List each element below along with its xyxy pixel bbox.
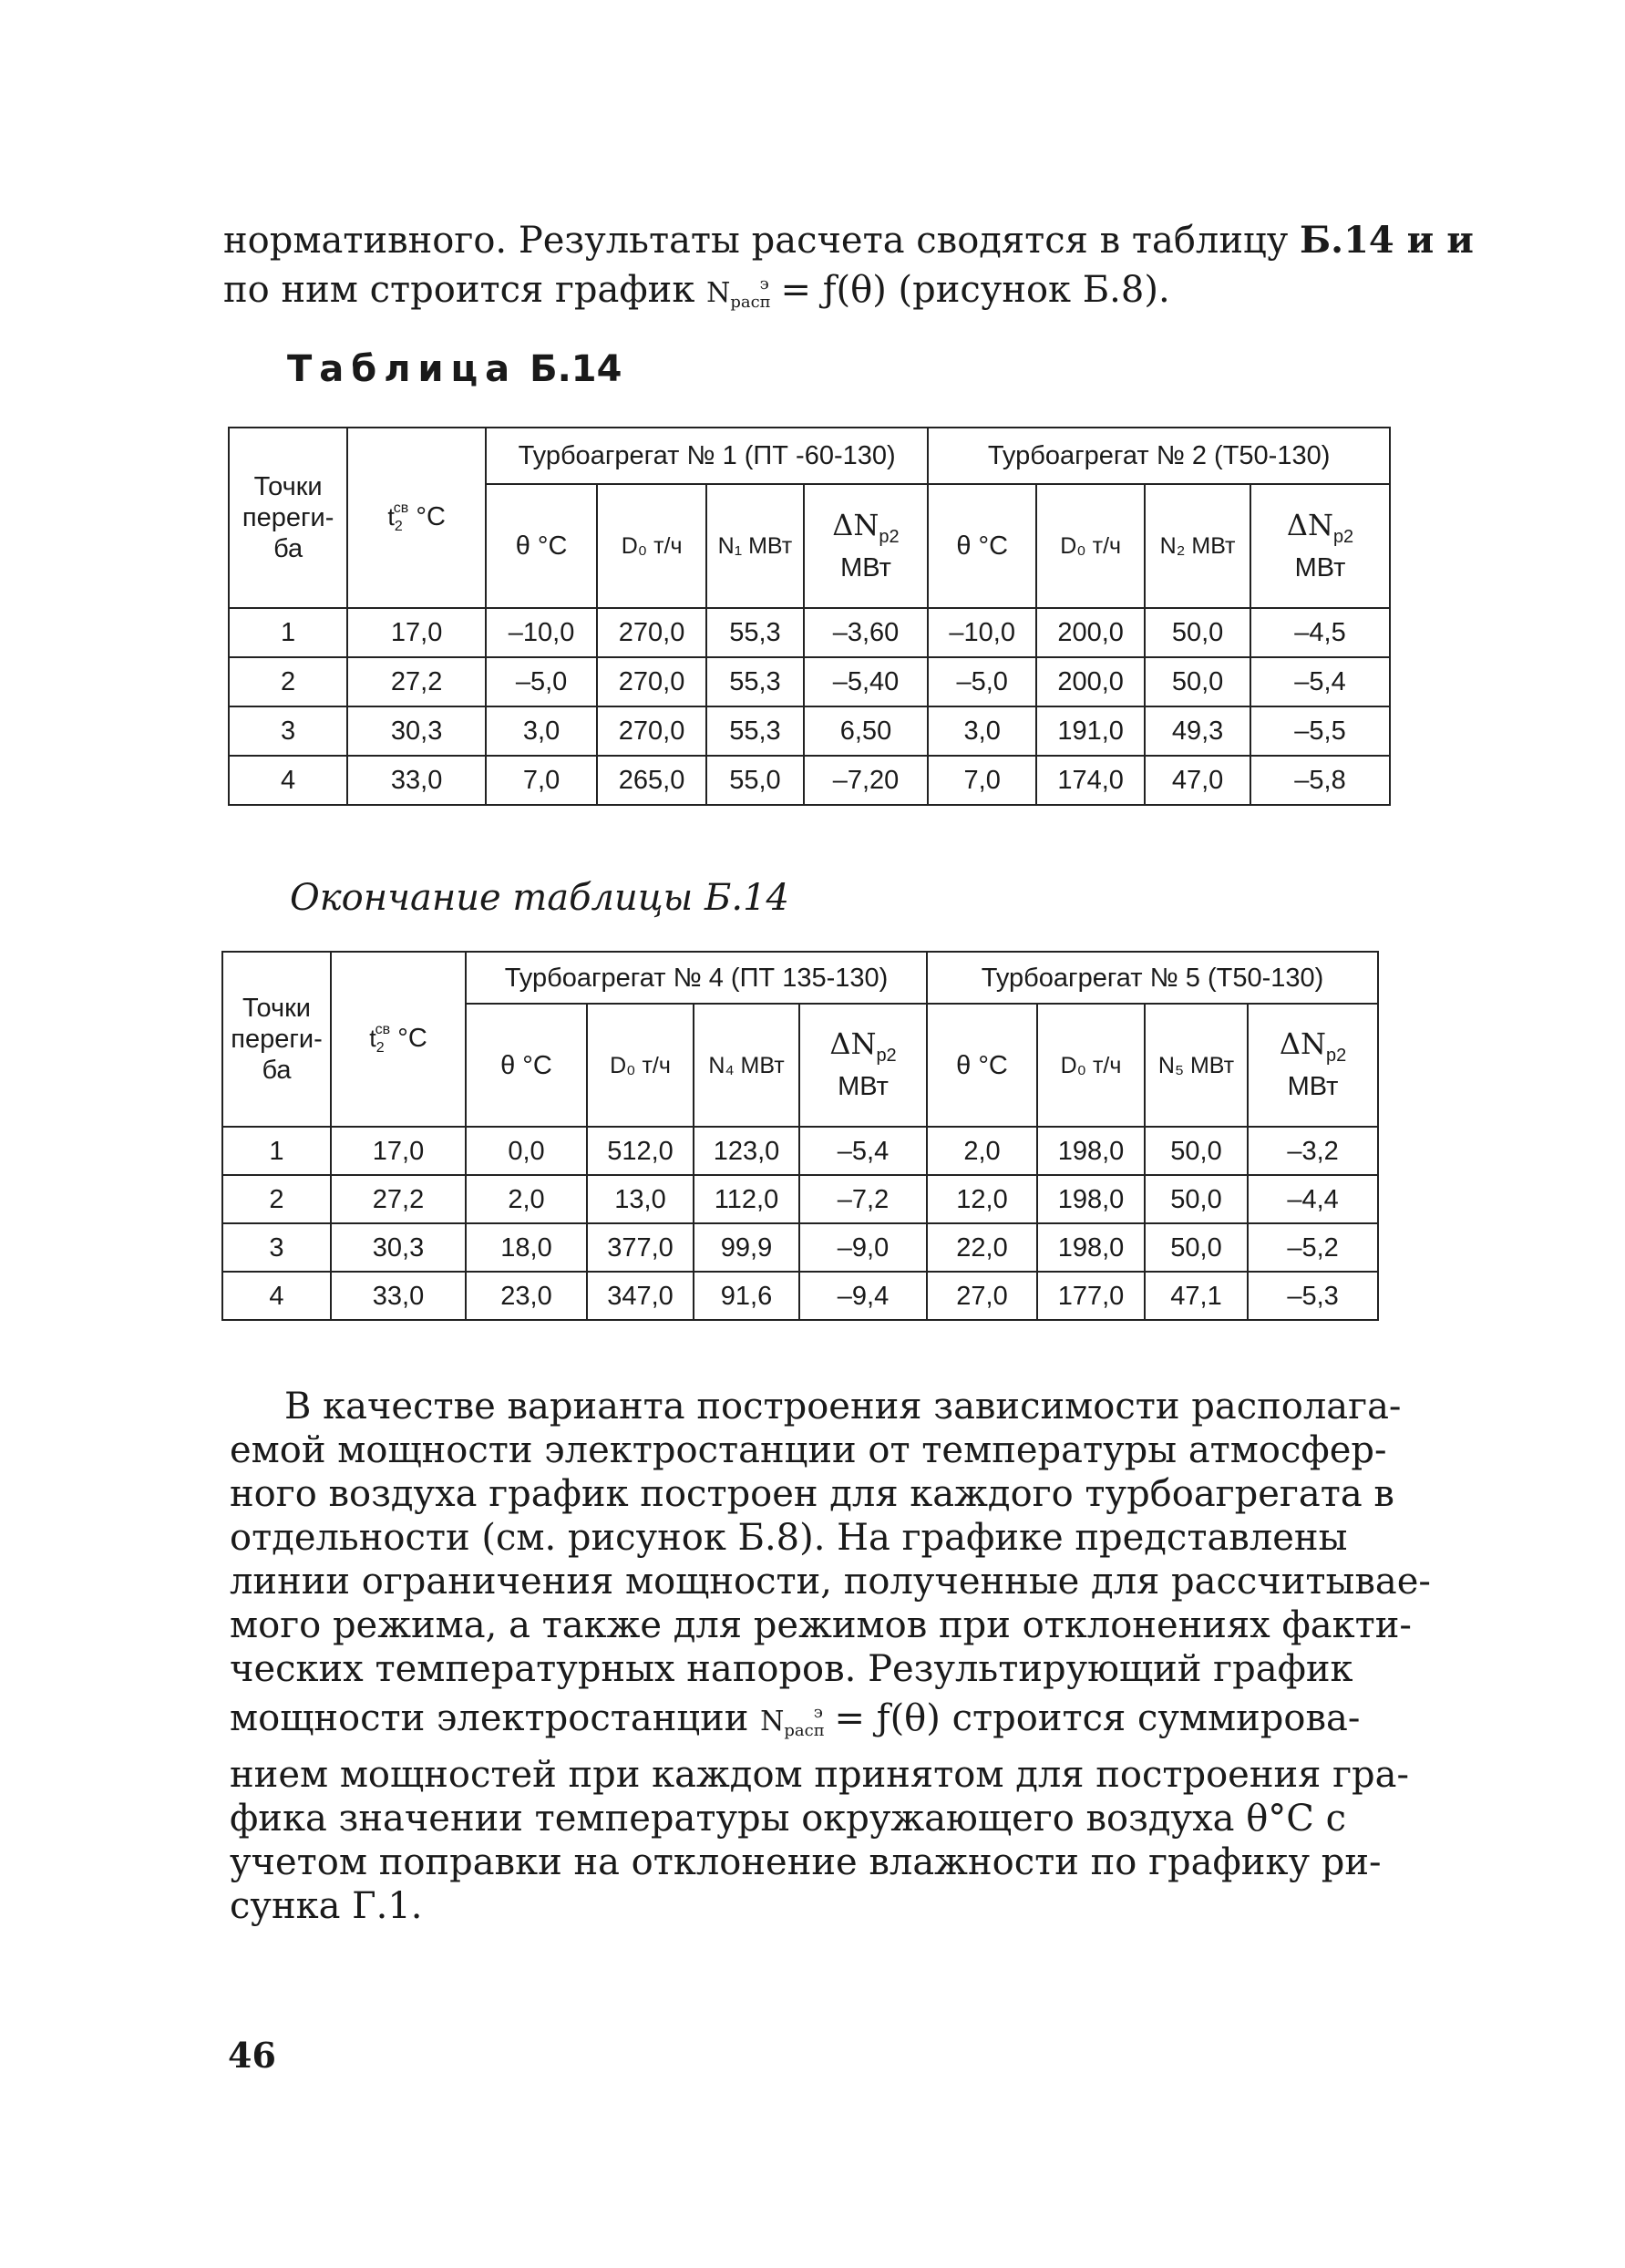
theta-header: θ °C [927, 1004, 1037, 1127]
t-symbol: t [387, 503, 395, 531]
t-sub: 2 [394, 519, 403, 534]
table-cell: 17,0 [347, 608, 486, 657]
t-sup: св [393, 500, 409, 516]
table-cell: 33,0 [331, 1272, 466, 1320]
table-cell: 30,3 [331, 1223, 466, 1272]
points-h3: ба [273, 534, 303, 563]
body-line-text: ческих температурных напоров. Результирующий график [230, 1648, 1353, 1690]
table-cell: 7,0 [928, 756, 1036, 805]
body-line-text: = ƒ(θ) строится суммирова- [822, 1697, 1361, 1739]
intro-paragraph [223, 219, 1474, 325]
table-cell: –5,3 [1248, 1272, 1378, 1320]
intro-text: нормативного. Результаты расчета сводятся в таблицу [223, 220, 1300, 262]
table1-col-points [229, 428, 347, 608]
table-cell: 3 [229, 706, 347, 756]
table2-unit-5-header: Турбоагрегат № 5 (Т50-130) [927, 952, 1378, 1004]
temp-unit: °C [397, 1024, 427, 1053]
table2-caption: Окончание таблицы Б.14 [290, 877, 789, 919]
table-cell: –10,0 [486, 608, 597, 657]
table-cell: 4 [222, 1272, 331, 1320]
table-cell: 2,0 [466, 1175, 587, 1223]
body-line [230, 1797, 1401, 1840]
table-cell: 112,0 [694, 1175, 799, 1223]
body-line [230, 1840, 1401, 1884]
table-cell: 6,50 [804, 706, 928, 756]
table-cell: 3,0 [928, 706, 1036, 756]
table1-unit-1-header: Турбоагрегат № 1 (ПТ -60-130) [486, 428, 928, 484]
body-line-text: отдельности (см. рисунок Б.8). На графике представлены [230, 1517, 1348, 1559]
table-cell: 33,0 [347, 756, 486, 805]
table-cell: –9,0 [799, 1223, 927, 1272]
table-cell: 198,0 [1037, 1175, 1145, 1223]
body-line [230, 1603, 1412, 1647]
table-cell: 12,0 [927, 1175, 1037, 1223]
table-cell: 177,0 [1037, 1272, 1145, 1320]
table-cell: 13,0 [587, 1175, 694, 1223]
dn-unit: МВт [1287, 1072, 1339, 1101]
points-h1: Точки [242, 994, 311, 1023]
table-cell: 50,0 [1145, 1223, 1248, 1272]
table-cell: –5,4 [799, 1127, 927, 1175]
dn-header [1250, 484, 1390, 608]
intro-line-1 [223, 219, 1474, 263]
table-row [229, 657, 1390, 706]
points-h3: ба [262, 1056, 292, 1085]
table-b14-continuation [221, 951, 1379, 1321]
table-row [222, 1127, 1378, 1175]
table-b14 [228, 427, 1391, 806]
table-cell: 50,0 [1145, 1175, 1248, 1223]
table-cell: 123,0 [694, 1127, 799, 1175]
body-line [230, 1884, 1401, 1928]
table-cell: 174,0 [1036, 756, 1145, 805]
dn-sub: р2 [876, 1046, 897, 1066]
table-row [222, 1175, 1378, 1223]
table-cell: –5,5 [1250, 706, 1390, 756]
table-cell: 0,0 [466, 1127, 587, 1175]
dn-header [799, 1004, 927, 1127]
table-cell: 198,0 [1037, 1223, 1145, 1272]
body-line-text: нием мощностей при каждом принятом для построения гра- [230, 1754, 1410, 1796]
dn-symbol: ΔN [1279, 1026, 1326, 1061]
table-cell: –5,4 [1250, 657, 1390, 706]
dn-unit: МВт [838, 1072, 889, 1101]
d0-header: D₀ т/ч [597, 484, 706, 608]
table-cell: 22,0 [927, 1223, 1037, 1272]
t-sup: св [375, 1022, 391, 1037]
body-formula-line [230, 1691, 1401, 1753]
table-cell: –5,8 [1250, 756, 1390, 805]
table-cell: 4 [229, 756, 347, 805]
table-cell: 50,0 [1145, 1127, 1248, 1175]
formula-N-sup: э [813, 1703, 823, 1722]
table-cell: –9,4 [799, 1272, 927, 1320]
d0-header: D₀ т/ч [587, 1004, 694, 1127]
table-cell: 198,0 [1037, 1127, 1145, 1175]
formula-N: N [706, 277, 731, 309]
table-cell: 50,0 [1145, 657, 1250, 706]
table-cell: 47,1 [1145, 1272, 1248, 1320]
table-row [229, 756, 1390, 805]
t-sub: 2 [375, 1040, 385, 1056]
d0-header: D₀ т/ч [1037, 1004, 1145, 1127]
table-cell: 512,0 [587, 1127, 694, 1175]
table-cell: –5,0 [486, 657, 597, 706]
dn-symbol: ΔN [832, 507, 879, 542]
body-line-text: линии ограничения мощности, полученные для рассчитывае- [230, 1561, 1431, 1603]
body-line-text: фика значении температуры окружающего воздуха θ°С с [230, 1798, 1346, 1840]
table-cell: 270,0 [597, 608, 706, 657]
formula-N-sub: расп [730, 293, 771, 312]
points-h1: Точки [253, 472, 323, 501]
table-cell: –5,0 [928, 657, 1036, 706]
table-cell: –4,5 [1250, 608, 1390, 657]
table-cell: –3,2 [1248, 1127, 1378, 1175]
dn-unit: МВт [840, 552, 891, 582]
table-cell: 23,0 [466, 1272, 587, 1320]
body-line [230, 1753, 1410, 1797]
formula-N-sup: э [759, 274, 769, 294]
table-cell: –4,4 [1248, 1175, 1378, 1223]
dn-header [804, 484, 928, 608]
dn-sub: р2 [1325, 1046, 1347, 1066]
table-cell: 7,0 [486, 756, 597, 805]
body-line-text: мого режима, а также для режимов при отклонениях факти- [230, 1604, 1412, 1646]
table-cell: 27,2 [331, 1175, 466, 1223]
body-line [230, 1385, 1401, 1428]
body-line-text: емой мощности электростанции от температуры атмосфер- [230, 1429, 1387, 1471]
table-cell: –7,20 [804, 756, 928, 805]
formula-N: N [760, 1706, 785, 1737]
table2-unit-4-header: Турбоагрегат № 4 (ПТ 135-130) [466, 952, 927, 1004]
table2-col-temp [331, 952, 466, 1127]
table1-unit-2-header: Турбоагрегат № 2 (Т50-130) [928, 428, 1390, 484]
table-cell: 3,0 [486, 706, 597, 756]
d0-header: D₀ т/ч [1036, 484, 1145, 608]
body-line-text: учетом поправки на отклонение влажности по графику ри- [230, 1841, 1382, 1883]
table-cell: 49,3 [1145, 706, 1250, 756]
body-paragraph [230, 1385, 1431, 1928]
table-cell: 99,9 [694, 1223, 799, 1272]
intro-text-2: по ним строится график [223, 269, 707, 311]
body-line-text: ного воздуха график построен для каждого турбоагрегата в [230, 1473, 1394, 1515]
n4-header: N₄ МВт [694, 1004, 799, 1127]
table-cell: 347,0 [587, 1272, 694, 1320]
body-line-text: В качестве варианта построения зависимости располага- [284, 1386, 1402, 1428]
table-cell: 2 [222, 1175, 331, 1223]
table1-caption-word: Таблица [287, 348, 518, 390]
table-cell: 47,0 [1145, 756, 1250, 805]
table-reference: Б.14 и и [1299, 219, 1474, 262]
theta-header: θ °C [928, 484, 1036, 608]
table-cell: –5,40 [804, 657, 928, 706]
body-line [230, 1428, 1401, 1472]
dn-symbol: ΔN [829, 1026, 877, 1061]
table-cell: 270,0 [597, 706, 706, 756]
table-cell: 55,3 [706, 608, 804, 657]
table-row [229, 706, 1390, 756]
table-cell: 3 [222, 1223, 331, 1272]
intro-formula-rest: = ƒ(θ) (рисунок Б.8). [768, 269, 1170, 311]
body-line [230, 1516, 1401, 1560]
table-cell: 55,3 [706, 706, 804, 756]
table-cell: 377,0 [587, 1223, 694, 1272]
theta-header: θ °C [486, 484, 597, 608]
table-cell: 17,0 [331, 1127, 466, 1175]
table-cell: 55,0 [706, 756, 804, 805]
dn-sub: р2 [879, 526, 900, 547]
body-line [230, 1472, 1401, 1516]
n5-header: N₅ МВт [1145, 1004, 1248, 1127]
table2-col-points [222, 952, 331, 1127]
body-line [230, 1647, 1401, 1691]
table-cell: 27,2 [347, 657, 486, 706]
dn-unit: МВт [1294, 552, 1346, 582]
table1-caption [287, 348, 622, 390]
table-cell: 55,3 [706, 657, 804, 706]
table-cell: 30,3 [347, 706, 486, 756]
table-row [229, 608, 1390, 657]
table-cell: 200,0 [1036, 608, 1145, 657]
body-line [230, 1560, 1431, 1603]
table-cell: 27,0 [927, 1272, 1037, 1320]
table-row [222, 1272, 1378, 1320]
table1-header-row-1 [229, 428, 1390, 484]
table-cell: 191,0 [1036, 706, 1145, 756]
dn-sub: р2 [1332, 526, 1354, 547]
table-cell: 265,0 [597, 756, 706, 805]
body-line-text: сунка Г.1. [230, 1885, 423, 1927]
n1-header: N₁ МВт [706, 484, 804, 608]
table1-col-temp [347, 428, 486, 608]
table-cell: –7,2 [799, 1175, 927, 1223]
table-cell: 1 [222, 1127, 331, 1175]
page-number: 46 [228, 2035, 276, 2076]
theta-header: θ °C [466, 1004, 587, 1127]
table-row [222, 1223, 1378, 1272]
points-h2: переги- [242, 503, 334, 532]
table-cell: 50,0 [1145, 608, 1250, 657]
table-cell: –5,2 [1248, 1223, 1378, 1272]
dn-symbol: ΔN [1286, 507, 1333, 542]
table-cell: 2,0 [927, 1127, 1037, 1175]
n2-header: N₂ МВт [1145, 484, 1250, 608]
table-cell: 2 [229, 657, 347, 706]
body-line-text: мощности электростанции [230, 1697, 761, 1739]
t-symbol: t [369, 1025, 376, 1052]
temp-unit: °C [416, 502, 446, 531]
formula-N-sub: расп [784, 1721, 825, 1740]
table-cell: 200,0 [1036, 657, 1145, 706]
points-h2: переги- [231, 1025, 323, 1054]
table-cell: 270,0 [597, 657, 706, 706]
table-cell: 1 [229, 608, 347, 657]
table-cell: –3,60 [804, 608, 928, 657]
table-cell: 91,6 [694, 1272, 799, 1320]
dn-header [1248, 1004, 1378, 1127]
table-cell: 18,0 [466, 1223, 587, 1272]
table2-header-row-1 [222, 952, 1378, 1004]
intro-line-2 [223, 263, 1408, 325]
table1-caption-number: Б.14 [530, 348, 622, 390]
table-cell: –10,0 [928, 608, 1036, 657]
